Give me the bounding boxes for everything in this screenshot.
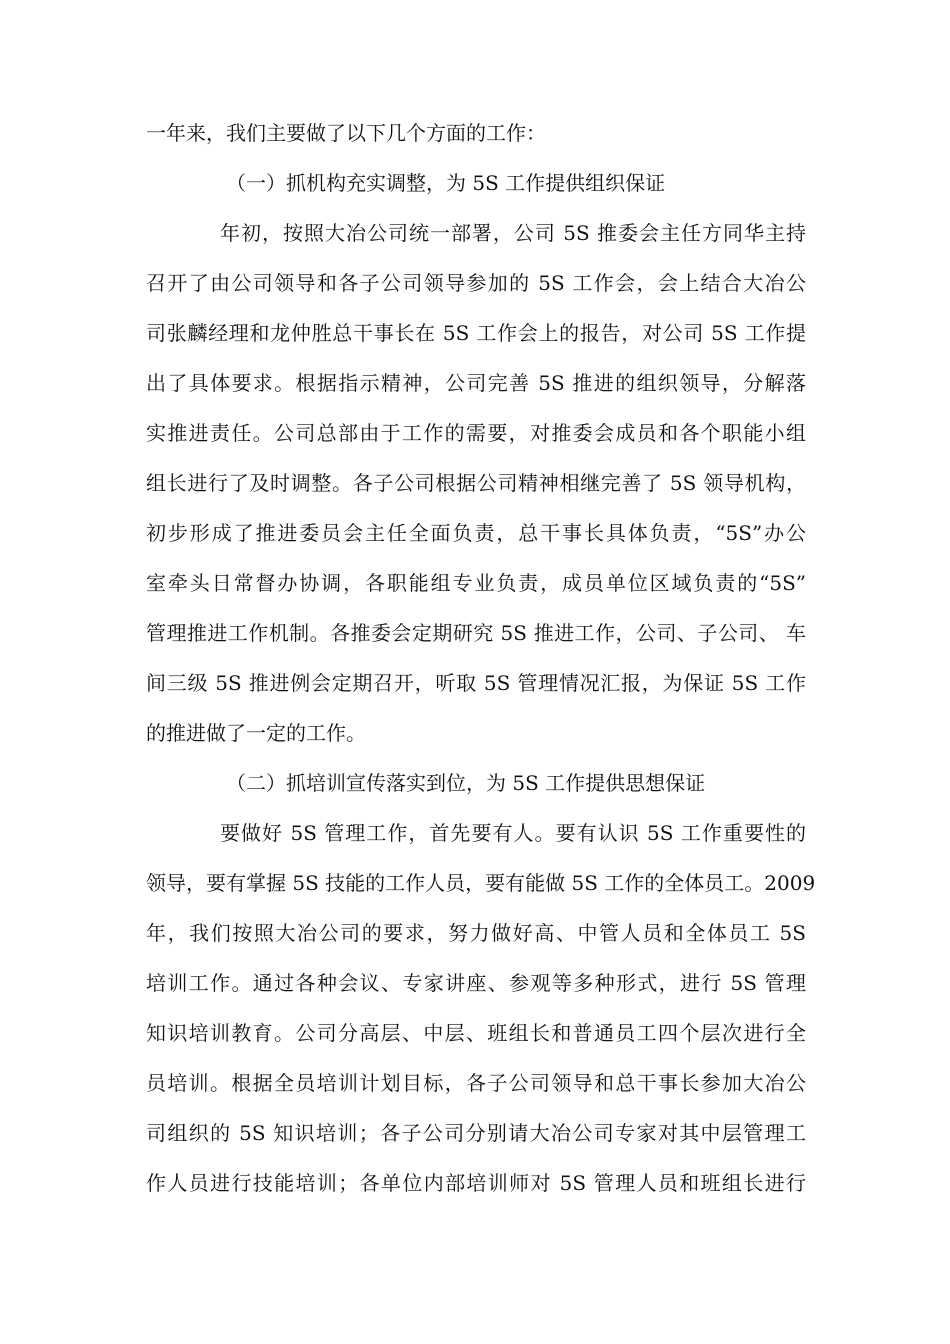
- paragraph-line: 间三级 5S 推进例会定期召开，听取 5S 管理情况汇报，为保证 5S 工作: [146, 671, 806, 695]
- paragraph-line: 领导，要有掌握 5S 技能的工作人员，要有能做 5S 工作的全体员工。2009: [146, 871, 816, 895]
- paragraph-line: 的推进做了一定的工作。: [146, 721, 366, 745]
- paragraph-line: 年，我们按照大冶公司的要求，努力做好高、中管人员和全体员工 5S: [146, 921, 806, 945]
- paragraph-line: 出了具体要求。根据指示精神，公司完善 5S 推进的组织领导，分解落: [146, 371, 806, 395]
- paragraph-line: 室牵头日常督办协调，各职能组专业负责，成员单位区域负责的“5S”: [146, 571, 806, 595]
- paragraph-line: 年初，按照大冶公司统一部署，公司 5S 推委会主任方同华主持: [220, 221, 806, 245]
- paragraph-line: 司张麟经理和龙仲胜总干事长在 5S 工作会上的报告，对公司 5S 工作提: [146, 321, 806, 345]
- paragraph-line: 组长进行了及时调整。各子公司根据公司精神相继完善了 5S 领导机构，: [146, 471, 806, 495]
- paragraph-line: 要做好 5S 管理工作，首先要有人。要有认识 5S 工作重要性的: [220, 821, 806, 845]
- paragraph-line: 实推进责任。公司总部由于工作的需要，对推委会成员和各个职能小组: [146, 421, 806, 445]
- paragraph-line: 知识培训教育。公司分高层、中层、班组长和普通员工四个层次进行全: [146, 1021, 806, 1045]
- section-heading-1: （一）抓机构充实调整，为 5S 工作提供组织保证: [226, 171, 666, 195]
- paragraph-line: 初步形成了推进委员会主任全面负责，总干事长具体负责，“5S”办公: [146, 521, 806, 545]
- paragraph-line: 员培训。根据全员培训计划目标，各子公司领导和总干事长参加大冶公: [146, 1071, 806, 1095]
- section-heading-2: （二）抓培训宣传落实到位，为 5S 工作提供思想保证: [226, 771, 706, 795]
- intro-line: 一年来，我们主要做了以下几个方面的工作：: [146, 121, 546, 145]
- document-body: [146, 114, 816, 1214]
- paragraph-line: 管理推进工作机制。各推委会定期研究 5S 推进工作，公司、子公司、 车: [146, 621, 806, 645]
- paragraph-line: 司组织的 5S 知识培训；各子公司分别请大冶公司专家对其中层管理工: [146, 1121, 806, 1145]
- paragraph-line: 作人员进行技能培训；各单位内部培训师对 5S 管理人员和班组长进行: [146, 1171, 806, 1195]
- paragraph-line: 召开了由公司领导和各子公司领导参加的 5S 工作会，会上结合大冶公: [146, 271, 806, 295]
- paragraph-line: 培训工作。通过各种会议、专家讲座、参观等多种形式，进行 5S 管理: [146, 971, 806, 995]
